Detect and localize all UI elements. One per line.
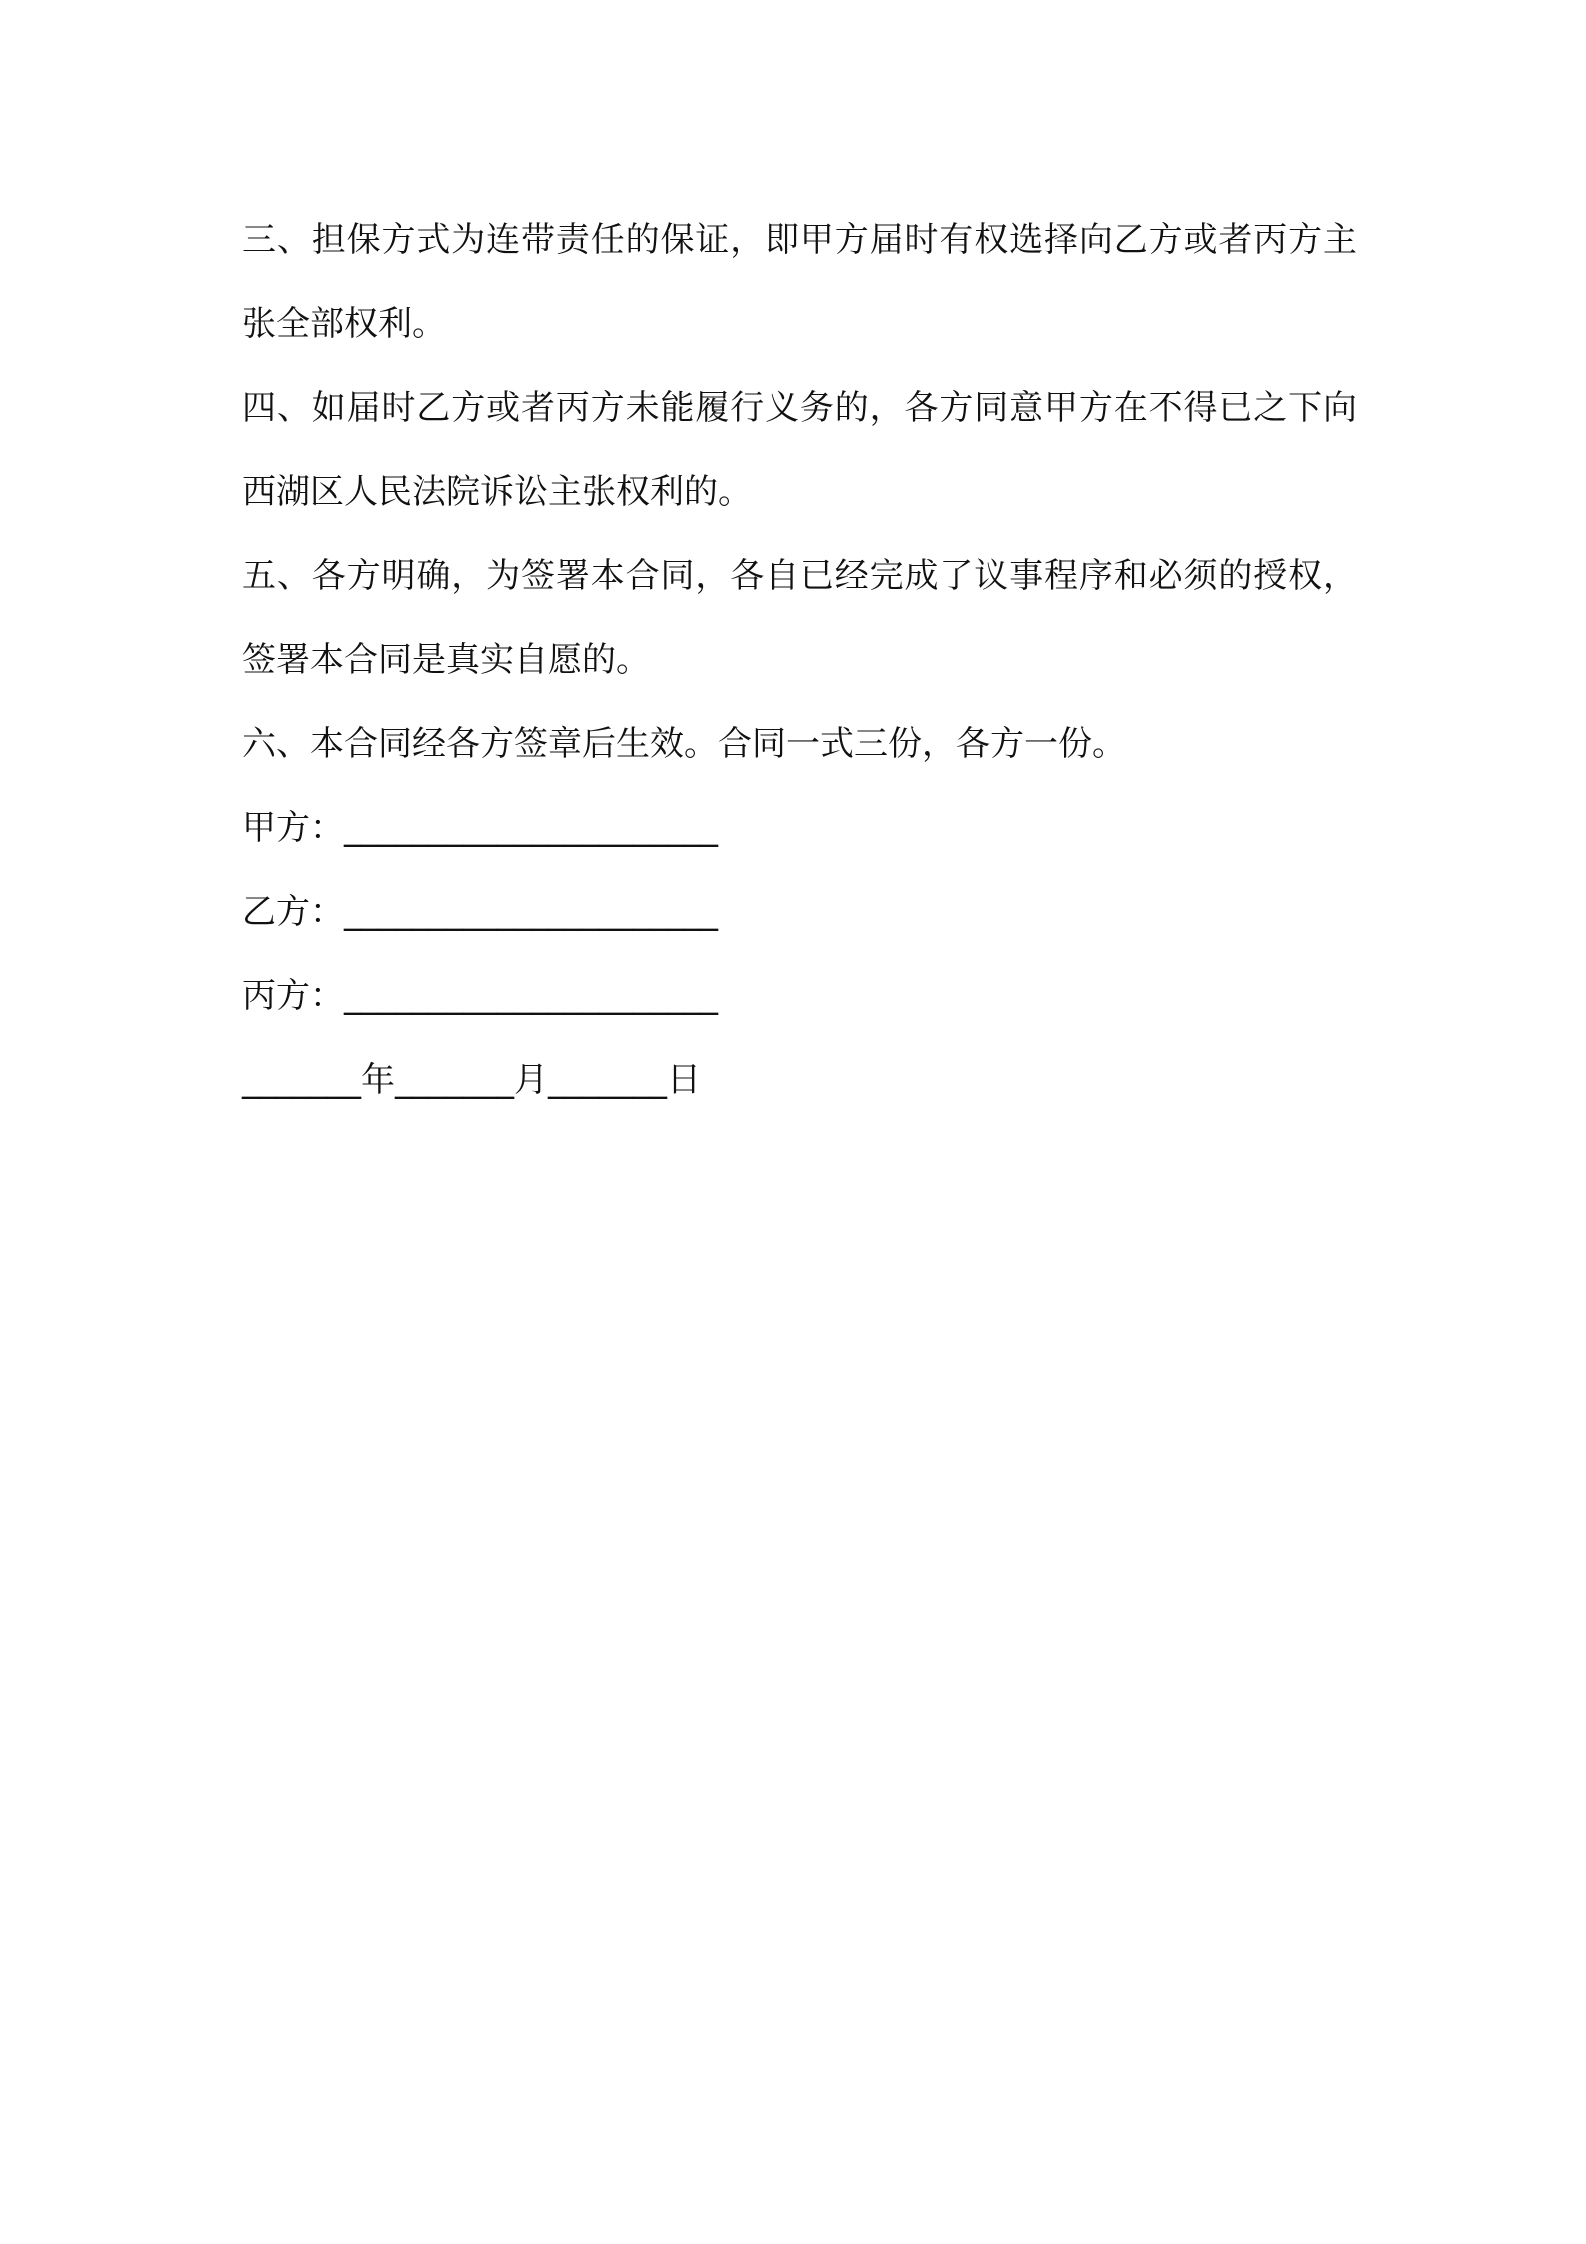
party-b-signature-line: 乙方：______________________ xyxy=(242,892,718,932)
clause-3: 三、担保方式为连带责任的保证，即甲方届时有权选择向乙方或者丙方主张全部权利。 xyxy=(242,220,1357,344)
party-c-signature-line: 丙方：______________________ xyxy=(242,976,718,1016)
date-line: _______年_______月_______日 xyxy=(242,1060,701,1100)
contract-body xyxy=(242,198,1357,1122)
clause-4: 四、如届时乙方或者丙方未能履行义务的，各方同意甲方在不得已之下向西湖区人民法院诉讼主张权利的。 xyxy=(242,388,1357,512)
clause-6: 六、本合同经各方签章后生效。合同一式三份，各方一份。 xyxy=(242,724,1126,764)
clause-5: 五、各方明确，为签署本合同，各自已经完成了议事程序和必须的授权，签署本合同是真实自愿的。 xyxy=(242,556,1357,680)
party-a-signature-line: 甲方：______________________ xyxy=(242,808,718,848)
